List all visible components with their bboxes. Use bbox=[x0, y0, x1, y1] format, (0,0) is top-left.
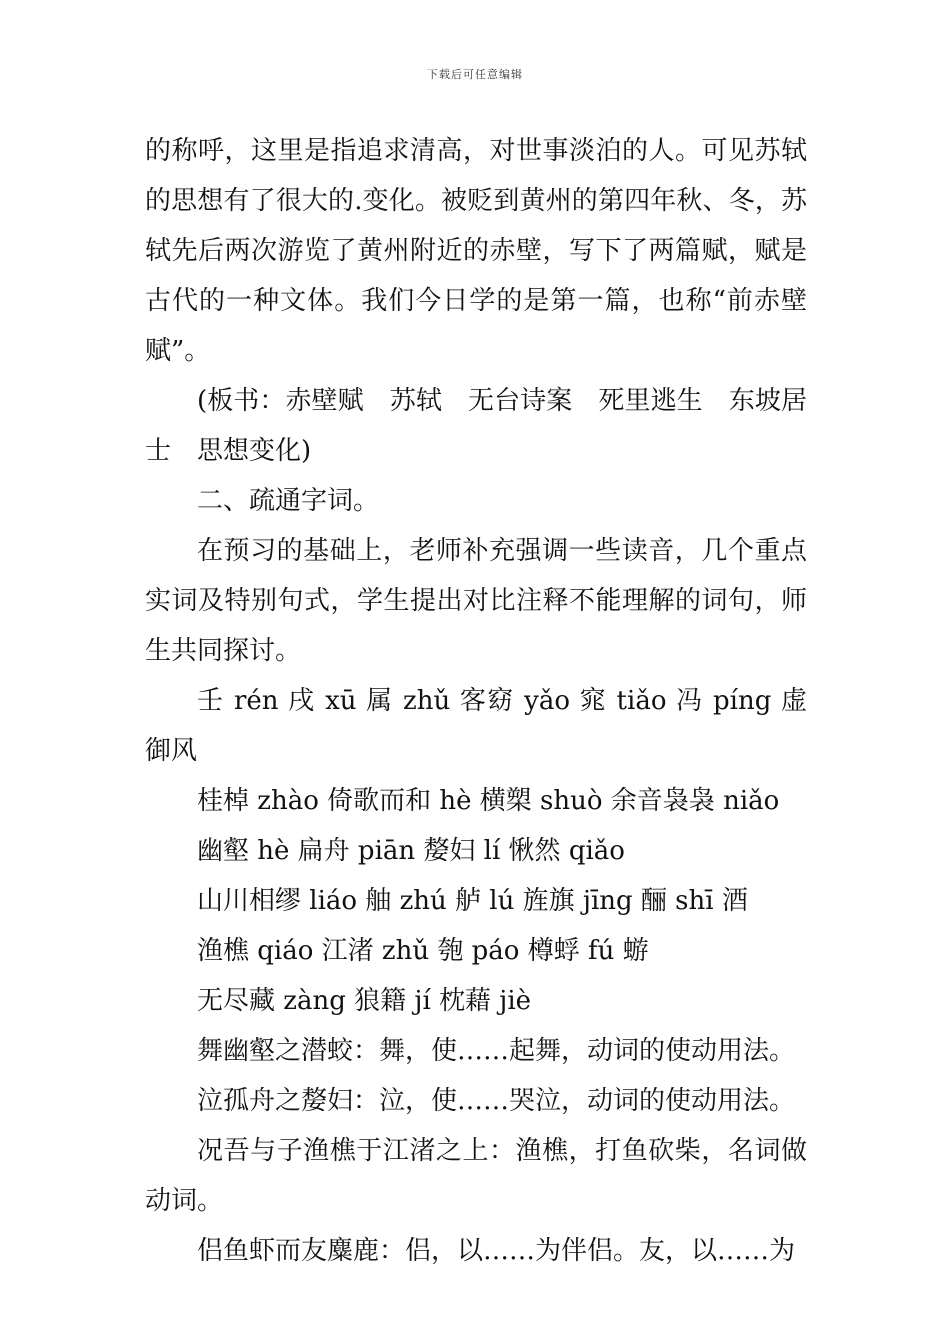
pronunciation-line: 桂棹 zhào 倚歌而和 hè 横槊 shuò 余音袅袅 niǎo bbox=[197, 786, 780, 816]
page-header-note: 下载后可任意编辑 bbox=[427, 68, 523, 81]
pronunciation-line: 山川相缪 liáo 舳 zhú 舻 lú 旌旗 jīng 酾 shī 酒 bbox=[197, 886, 748, 916]
paragraph-preview: 在预习的基础上，老师补充强调一些读音，几个重点实词及特别句式，学生提出对比注释不能理解的词句，师生共同探讨。 bbox=[145, 536, 807, 666]
grammar-note: 侣鱼虾而友麋鹿：侣，以……为伴侣。友，以……为 bbox=[197, 1236, 796, 1266]
grammar-note: 况吾与子渔樵于江渚之上：渔樵，打鱼砍柴，名词做动词。 bbox=[145, 1136, 807, 1216]
pronunciation-line: 无尽藏 zàng 狼籍 jí 枕藉 jiè bbox=[197, 986, 532, 1016]
paragraph-1: 的称呼，这里是指追求清高，对世事淡泊的人。可见苏轼的思想有了很大的.变化。被贬到黄州的第四年秋、冬，苏轼先后两次游览了黄州附近的赤壁，写下了两篇赋，赋是古代的一种文体。我们今日学的是第一篇，也称“前赤壁赋”。 bbox=[145, 136, 807, 366]
grammar-note: 泣孤舟之嫠妇：泣，使……哭泣，动词的使动用法。 bbox=[197, 1086, 796, 1116]
paragraph-blackboard: (板书：赤壁赋 苏轼 无台诗案 死里逃生 东坡居士 思想变化) bbox=[145, 386, 807, 466]
pronunciation-line: 壬 rén 戌 xū 属 zhǔ 客窈 yǎo 窕 tiǎo 冯 píng 虚御风 bbox=[145, 686, 807, 766]
pronunciation-line: 渔樵 qiáo 江渚 zhǔ 匏 páo 樽蜉 fú 蝣 bbox=[197, 936, 649, 966]
pronunciation-line: 幽壑 hè 扁舟 piān 嫠妇 lí 愀然 qiǎo bbox=[197, 836, 625, 866]
section-heading: 二、疏通字词。 bbox=[197, 486, 380, 516]
grammar-note: 舞幽壑之潜蛟：舞，使……起舞，动词的使动用法。 bbox=[197, 1036, 796, 1066]
document-body bbox=[145, 126, 807, 1276]
